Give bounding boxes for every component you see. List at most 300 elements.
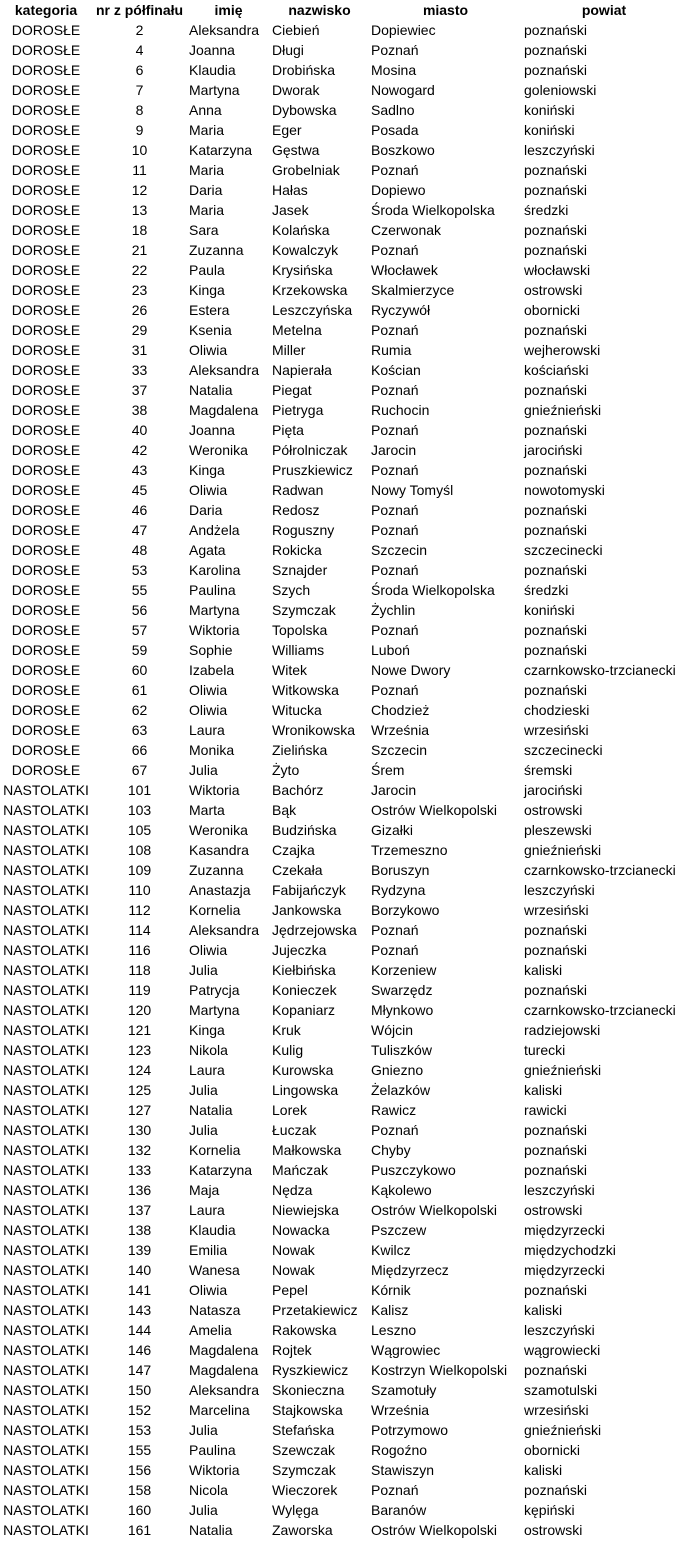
cell-powiat: śremski xyxy=(524,762,573,778)
cell-kategoria: DOROSŁE xyxy=(11,482,81,498)
cell-imie: Maja xyxy=(189,1182,220,1198)
cell-powiat: koniński xyxy=(524,122,575,138)
cell-imie: Julia xyxy=(189,762,218,778)
cell-powiat: poznański xyxy=(524,422,588,438)
cell-powiat: radziejowski xyxy=(524,1022,601,1038)
cell-nazwisko: Hałas xyxy=(272,182,308,198)
cell-imie: Aleksandra xyxy=(189,922,260,938)
cell-miasto: Kwilcz xyxy=(371,1242,411,1258)
cell-nr: 105 xyxy=(127,822,152,838)
cell-powiat: leszczyński xyxy=(524,1322,595,1338)
cell-kategoria: DOROSŁE xyxy=(11,462,81,478)
cell-nazwisko: Rokicka xyxy=(272,542,322,558)
cell-nazwisko: Williams xyxy=(272,642,325,658)
cell-nr: 118 xyxy=(128,962,151,978)
cell-imie: Natalia xyxy=(189,1102,233,1118)
cell-kategoria: NASTOLATKI xyxy=(3,1162,89,1178)
cell-powiat: poznański xyxy=(524,1122,588,1138)
cell-imie: Katarzyna xyxy=(189,1162,253,1178)
cell-kategoria: DOROSŁE xyxy=(11,642,81,658)
cell-nr: 125 xyxy=(127,1082,152,1098)
cell-miasto: Poznań xyxy=(371,502,419,518)
cell-powiat: leszczyński xyxy=(524,1182,595,1198)
cell-nazwisko: Fabijańczyk xyxy=(272,882,346,898)
cell-miasto: Borzykowo xyxy=(371,902,440,918)
cell-nr: 110 xyxy=(128,882,151,898)
cell-imie: Martyna xyxy=(189,602,240,618)
cell-nazwisko: Szewczak xyxy=(272,1442,336,1458)
cell-nazwisko: Bachórz xyxy=(272,782,324,798)
cell-nr: 2 xyxy=(135,22,144,38)
table-row xyxy=(0,960,686,980)
cell-nazwisko: Żyto xyxy=(272,762,300,778)
cell-powiat: kościański xyxy=(524,362,589,378)
cell-nazwisko: Kowalczyk xyxy=(272,242,339,258)
cell-miasto: Swarzędz xyxy=(371,982,433,998)
cell-imie: Nikola xyxy=(189,1042,228,1058)
cell-nr: 43 xyxy=(131,462,148,478)
cell-miasto: Nowogard xyxy=(371,82,435,98)
cell-imie: Maria xyxy=(189,162,225,178)
cell-nazwisko: Jędrzejowska xyxy=(272,922,357,938)
cell-nazwisko: Jasek xyxy=(272,202,309,218)
table-row xyxy=(0,980,686,1000)
cell-powiat: poznański xyxy=(524,642,588,658)
cell-nr: 140 xyxy=(127,1262,152,1278)
table-row xyxy=(0,780,686,800)
table-row xyxy=(0,560,686,580)
table-row xyxy=(0,1080,686,1100)
cell-nr: 147 xyxy=(127,1362,152,1378)
cell-kategoria: NASTOLATKI xyxy=(3,1242,89,1258)
cell-miasto: Szczecin xyxy=(371,742,428,758)
cell-kategoria: DOROSŁE xyxy=(11,262,81,278)
cell-miasto: Sadlno xyxy=(371,102,415,118)
cell-nr: 141 xyxy=(127,1282,152,1298)
cell-imie: Agata xyxy=(189,542,226,558)
cell-nazwisko: Szymczak xyxy=(272,1462,336,1478)
cell-miasto: Skalmierzyce xyxy=(371,282,455,298)
cell-nazwisko: Zaworska xyxy=(272,1522,333,1538)
cell-imie: Aleksandra xyxy=(189,22,260,38)
cell-kategoria: NASTOLATKI xyxy=(3,1462,89,1478)
cell-nazwisko: Pięta xyxy=(272,422,304,438)
cell-powiat: leszczyński xyxy=(524,882,595,898)
cell-nr: 21 xyxy=(131,242,148,258)
cell-nr: 33 xyxy=(131,362,148,378)
cell-kategoria: NASTOLATKI xyxy=(3,1142,89,1158)
table-row xyxy=(0,160,686,180)
cell-nr: 53 xyxy=(131,562,148,578)
cell-nr: 127 xyxy=(127,1102,152,1118)
cell-powiat: ostrowski xyxy=(524,1202,583,1218)
cell-kategoria: NASTOLATKI xyxy=(3,1382,89,1398)
cell-powiat: międzyrzecki xyxy=(524,1262,605,1278)
cell-imie: Natalia xyxy=(189,1522,233,1538)
cell-nr: 133 xyxy=(127,1162,152,1178)
column-header-kategoria: kategoria xyxy=(14,2,78,18)
cell-kategoria: DOROSŁE xyxy=(11,102,81,118)
cell-powiat: kaliski xyxy=(524,962,563,978)
table-row xyxy=(0,360,686,380)
cell-kategoria: DOROSŁE xyxy=(11,222,81,238)
cell-nr: 124 xyxy=(127,1062,152,1078)
cell-nazwisko: Dworak xyxy=(272,82,320,98)
cell-powiat: poznański xyxy=(524,62,588,78)
cell-nr: 112 xyxy=(128,902,151,918)
cell-nazwisko: Piegat xyxy=(272,382,312,398)
cell-kategoria: NASTOLATKI xyxy=(3,842,89,858)
cell-nazwisko: Nowak xyxy=(272,1242,315,1258)
table-row xyxy=(0,1500,686,1520)
cell-powiat: poznański xyxy=(524,562,588,578)
header-row xyxy=(0,0,686,20)
cell-powiat: wrzesiński xyxy=(524,722,589,738)
cell-imie: Daria xyxy=(189,502,223,518)
table-row xyxy=(0,100,686,120)
cell-nr: 38 xyxy=(131,402,148,418)
cell-powiat: średzki xyxy=(524,202,569,218)
cell-miasto: Wągrowiec xyxy=(371,1342,441,1358)
cell-nr: 10 xyxy=(131,142,148,158)
cell-miasto: Poznań xyxy=(371,462,419,478)
cell-nr: 47 xyxy=(131,522,148,538)
cell-powiat: poznański xyxy=(524,322,588,338)
cell-powiat: poznański xyxy=(524,682,588,698)
cell-nazwisko: Stefańska xyxy=(272,1422,335,1438)
table-row xyxy=(0,640,686,660)
table-row xyxy=(0,460,686,480)
cell-powiat: czarnkowsko-trzcianecki xyxy=(524,1002,676,1018)
cell-nr: 7 xyxy=(135,82,144,98)
table-row xyxy=(0,1200,686,1220)
cell-imie: Magdalena xyxy=(189,402,259,418)
table-row xyxy=(0,220,686,240)
cell-nazwisko: Napierała xyxy=(272,362,332,378)
cell-kategoria: DOROSŁE xyxy=(11,502,81,518)
cell-nazwisko: Czajka xyxy=(272,842,315,858)
cell-imie: Kornelia xyxy=(189,1142,241,1158)
cell-imie: Joanna xyxy=(189,42,235,58)
cell-nr: 161 xyxy=(127,1522,152,1538)
cell-kategoria: NASTOLATKI xyxy=(3,1022,89,1038)
cell-powiat: ostrowski xyxy=(524,802,583,818)
cell-miasto: Pszczew xyxy=(371,1222,427,1238)
cell-nr: 109 xyxy=(127,862,152,878)
cell-kategoria: DOROSŁE xyxy=(11,382,81,398)
cell-nr: 153 xyxy=(127,1422,152,1438)
cell-imie: Laura xyxy=(189,1062,225,1078)
cell-kategoria: DOROSŁE xyxy=(11,162,81,178)
cell-nr: 63 xyxy=(131,722,148,738)
cell-imie: Monika xyxy=(189,742,235,758)
cell-nazwisko: Budzińska xyxy=(272,822,337,838)
cell-kategoria: DOROSŁE xyxy=(11,202,81,218)
cell-imie: Izabela xyxy=(189,662,235,678)
cell-imie: Laura xyxy=(189,1202,225,1218)
cell-miasto: Dopiewiec xyxy=(371,22,436,38)
table-row xyxy=(0,580,686,600)
cell-nazwisko: Kopaniarz xyxy=(272,1002,336,1018)
cell-powiat: szczecinecki xyxy=(524,742,603,758)
table-row xyxy=(0,1120,686,1140)
cell-kategoria: DOROSŁE xyxy=(11,142,81,158)
cell-nazwisko: Ryszkiewicz xyxy=(272,1362,349,1378)
cell-miasto: Baranów xyxy=(371,1502,427,1518)
cell-nr: 13 xyxy=(131,202,148,218)
cell-kategoria: NASTOLATKI xyxy=(3,1202,89,1218)
cell-nazwisko: Stajkowska xyxy=(272,1402,343,1418)
cell-nazwisko: Wronikowska xyxy=(272,722,355,738)
table-row xyxy=(0,140,686,160)
cell-imie: Kornelia xyxy=(189,902,241,918)
cell-powiat: obornicki xyxy=(524,1442,581,1458)
cell-imie: Wanesa xyxy=(189,1262,240,1278)
cell-kategoria: NASTOLATKI xyxy=(3,882,89,898)
cell-miasto: Poznań xyxy=(371,242,419,258)
cell-kategoria: NASTOLATKI xyxy=(3,1042,89,1058)
column-header-powiat: powiat xyxy=(581,2,627,18)
cell-miasto: Gizałki xyxy=(371,822,414,838)
cell-powiat: poznański xyxy=(524,922,588,938)
cell-kategoria: DOROSŁE xyxy=(11,242,81,258)
cell-kategoria: NASTOLATKI xyxy=(3,1502,89,1518)
cell-miasto: Poznań xyxy=(371,322,419,338)
cell-imie: Natalia xyxy=(189,382,233,398)
cell-nazwisko: Wieczorek xyxy=(272,1482,338,1498)
cell-nr: 158 xyxy=(127,1482,152,1498)
cell-nr: 12 xyxy=(131,182,148,198)
table-row xyxy=(0,380,686,400)
cell-miasto: Środa Wielkopolska xyxy=(371,202,495,218)
cell-nazwisko: Zielińska xyxy=(272,742,328,758)
cell-nr: 23 xyxy=(131,282,148,298)
cell-powiat: włocławski xyxy=(524,262,591,278)
column-header-miasto: miasto xyxy=(422,2,469,18)
cell-imie: Wiktoria xyxy=(189,622,240,638)
cell-powiat: pleszewski xyxy=(524,822,592,838)
cell-miasto: Ruchocin xyxy=(371,402,430,418)
table-row xyxy=(0,1180,686,1200)
table-row xyxy=(0,120,686,140)
table-row xyxy=(0,320,686,340)
cell-nazwisko: Metelna xyxy=(272,322,322,338)
cell-nr: 130 xyxy=(127,1122,152,1138)
table-row xyxy=(0,60,686,80)
cell-nazwisko: Pietryga xyxy=(272,402,324,418)
cell-imie: Maria xyxy=(189,122,225,138)
table-row xyxy=(0,1440,686,1460)
cell-imie: Patrycja xyxy=(189,982,240,998)
cell-powiat: wejherowski xyxy=(524,342,601,358)
table-row xyxy=(0,1100,686,1120)
cell-miasto: Kościan xyxy=(371,362,421,378)
cell-imie: Paula xyxy=(189,262,225,278)
cell-miasto: Posada xyxy=(371,122,419,138)
cell-kategoria: NASTOLATKI xyxy=(3,1282,89,1298)
cell-nazwisko: Wylęga xyxy=(272,1502,319,1518)
cell-imie: Karolina xyxy=(189,562,241,578)
cell-powiat: gnieźnieński xyxy=(524,402,602,418)
cell-imie: Maria xyxy=(189,202,225,218)
cell-kategoria: DOROSŁE xyxy=(11,82,81,98)
cell-nazwisko: Szych xyxy=(272,582,311,598)
cell-kategoria: DOROSŁE xyxy=(11,302,81,318)
cell-nazwisko: Krysińska xyxy=(272,262,333,278)
cell-nazwisko: Szymczak xyxy=(272,602,336,618)
cell-powiat: rawicki xyxy=(524,1102,567,1118)
cell-miasto: Ostrów Wielkopolski xyxy=(371,1202,498,1218)
table-row xyxy=(0,1480,686,1500)
cell-powiat: turecki xyxy=(524,1042,566,1058)
table-row xyxy=(0,700,686,720)
table-row xyxy=(0,280,686,300)
cell-nazwisko: Drobińska xyxy=(272,62,336,78)
cell-powiat: wągrowiecki xyxy=(524,1342,601,1358)
column-header-nr: nr z półfinału xyxy=(95,2,184,18)
cell-nazwisko: Nowacka xyxy=(272,1222,330,1238)
cell-miasto: Szczecin xyxy=(371,542,428,558)
cell-nazwisko: Przetakiewicz xyxy=(272,1302,358,1318)
cell-kategoria: NASTOLATKI xyxy=(3,802,89,818)
cell-miasto: Środa Wielkopolska xyxy=(371,582,495,598)
cell-nazwisko: Sznajder xyxy=(272,562,328,578)
cell-nazwisko: Kolańska xyxy=(272,222,330,238)
cell-kategoria: NASTOLATKI xyxy=(3,1262,89,1278)
cell-nazwisko: Pruszkiewicz xyxy=(272,462,353,478)
cell-miasto: Młynkowo xyxy=(371,1002,434,1018)
cell-kategoria: NASTOLATKI xyxy=(3,1362,89,1378)
cell-miasto: Wójcin xyxy=(371,1022,414,1038)
cell-miasto: Kostrzyn Wielkopolski xyxy=(371,1362,508,1378)
table-row xyxy=(0,1520,686,1540)
cell-nazwisko: Grobelniak xyxy=(272,162,340,178)
cell-nazwisko: Gęstwa xyxy=(272,142,320,158)
cell-nr: 18 xyxy=(131,222,148,238)
cell-kategoria: NASTOLATKI xyxy=(3,1122,89,1138)
cell-nr: 114 xyxy=(128,922,151,938)
table-row xyxy=(0,1020,686,1040)
cell-nr: 143 xyxy=(127,1302,152,1318)
table-row xyxy=(0,240,686,260)
cell-nr: 150 xyxy=(127,1382,152,1398)
cell-powiat: czarnkowsko-trzcianecki xyxy=(524,862,676,878)
cell-miasto: Poznań xyxy=(371,562,419,578)
cell-nazwisko: Lorek xyxy=(272,1102,308,1118)
cell-kategoria: NASTOLATKI xyxy=(3,1342,89,1358)
cell-powiat: kaliski xyxy=(524,1082,563,1098)
cell-imie: Zuzanna xyxy=(189,862,244,878)
cell-miasto: Rawicz xyxy=(371,1102,417,1118)
table-row xyxy=(0,840,686,860)
cell-kategoria: NASTOLATKI xyxy=(3,782,89,798)
table-row xyxy=(0,920,686,940)
cell-miasto: Śrem xyxy=(371,762,405,778)
table-row xyxy=(0,720,686,740)
cell-kategoria: NASTOLATKI xyxy=(3,862,89,878)
table-row xyxy=(0,1360,686,1380)
cell-powiat: nowotomyski xyxy=(524,482,605,498)
cell-imie: Kinga xyxy=(189,1022,225,1038)
cell-nr: 137 xyxy=(127,1202,152,1218)
cell-imie: Wiktoria xyxy=(189,1462,240,1478)
cell-kategoria: NASTOLATKI xyxy=(3,1082,89,1098)
cell-kategoria: NASTOLATKI xyxy=(3,1182,89,1198)
cell-powiat: poznański xyxy=(524,1362,588,1378)
cell-nr: 37 xyxy=(131,382,148,398)
cell-nr: 152 xyxy=(127,1402,152,1418)
cell-miasto: Ostrów Wielkopolski xyxy=(371,1522,498,1538)
cell-kategoria: NASTOLATKI xyxy=(3,1422,89,1438)
cell-miasto: Nowe Dwory xyxy=(371,662,451,678)
cell-nazwisko: Skonieczna xyxy=(272,1382,345,1398)
cell-nr: 42 xyxy=(131,442,148,458)
cell-miasto: Puszczykowo xyxy=(371,1162,456,1178)
cell-kategoria: NASTOLATKI xyxy=(3,1302,89,1318)
cell-powiat: poznański xyxy=(524,462,588,478)
cell-kategoria: NASTOLATKI xyxy=(3,1482,89,1498)
cell-nazwisko: Lingowska xyxy=(272,1082,339,1098)
cell-powiat: obornicki xyxy=(524,302,581,318)
cell-powiat: wrzesiński xyxy=(524,902,589,918)
cell-nr: 9 xyxy=(135,122,144,138)
table-row xyxy=(0,1240,686,1260)
cell-miasto: Kąkolewo xyxy=(371,1182,432,1198)
cell-miasto: Kórnik xyxy=(371,1282,411,1298)
cell-miasto: Szamotuły xyxy=(371,1382,437,1398)
cell-miasto: Rydzyna xyxy=(371,882,426,898)
cell-nr: 59 xyxy=(131,642,148,658)
table-row xyxy=(0,1160,686,1180)
cell-powiat: poznański xyxy=(524,242,588,258)
column-header-nazwisko: nazwisko xyxy=(288,2,351,18)
cell-miasto: Poznań xyxy=(371,162,419,178)
cell-nr: 144 xyxy=(127,1322,152,1338)
table-row xyxy=(0,40,686,60)
cell-powiat: poznański xyxy=(524,622,588,638)
table-row xyxy=(0,500,686,520)
cell-miasto: Poznań xyxy=(371,422,419,438)
cell-imie: Martyna xyxy=(189,82,240,98)
cell-powiat: czarnkowsko-trzcianecki xyxy=(524,662,676,678)
table-row xyxy=(0,800,686,820)
table-row xyxy=(0,1000,686,1020)
cell-imie: Estera xyxy=(189,302,230,318)
cell-nr: 108 xyxy=(127,842,152,858)
cell-powiat: poznański xyxy=(524,1282,588,1298)
cell-imie: Martyna xyxy=(189,1002,240,1018)
cell-kategoria: DOROSŁE xyxy=(11,582,81,598)
cell-miasto: Poznań xyxy=(371,682,419,698)
table-row xyxy=(0,760,686,780)
cell-nazwisko: Półrolniczak xyxy=(272,442,348,458)
table-row xyxy=(0,1060,686,1080)
cell-nr: 57 xyxy=(131,622,148,638)
cell-powiat: poznański xyxy=(524,222,588,238)
table-row xyxy=(0,540,686,560)
cell-powiat: wrzesiński xyxy=(524,1402,589,1418)
cell-imie: Weronika xyxy=(189,442,248,458)
cell-miasto: Potrzymowo xyxy=(371,1422,449,1438)
cell-powiat: poznański xyxy=(524,502,588,518)
cell-imie: Anna xyxy=(189,102,222,118)
cell-imie: Sophie xyxy=(189,642,233,658)
cell-miasto: Poznań xyxy=(371,942,419,958)
table-row xyxy=(0,1280,686,1300)
table-row xyxy=(0,300,686,320)
cell-nr: 67 xyxy=(131,762,148,778)
cell-nr: 11 xyxy=(132,162,147,178)
